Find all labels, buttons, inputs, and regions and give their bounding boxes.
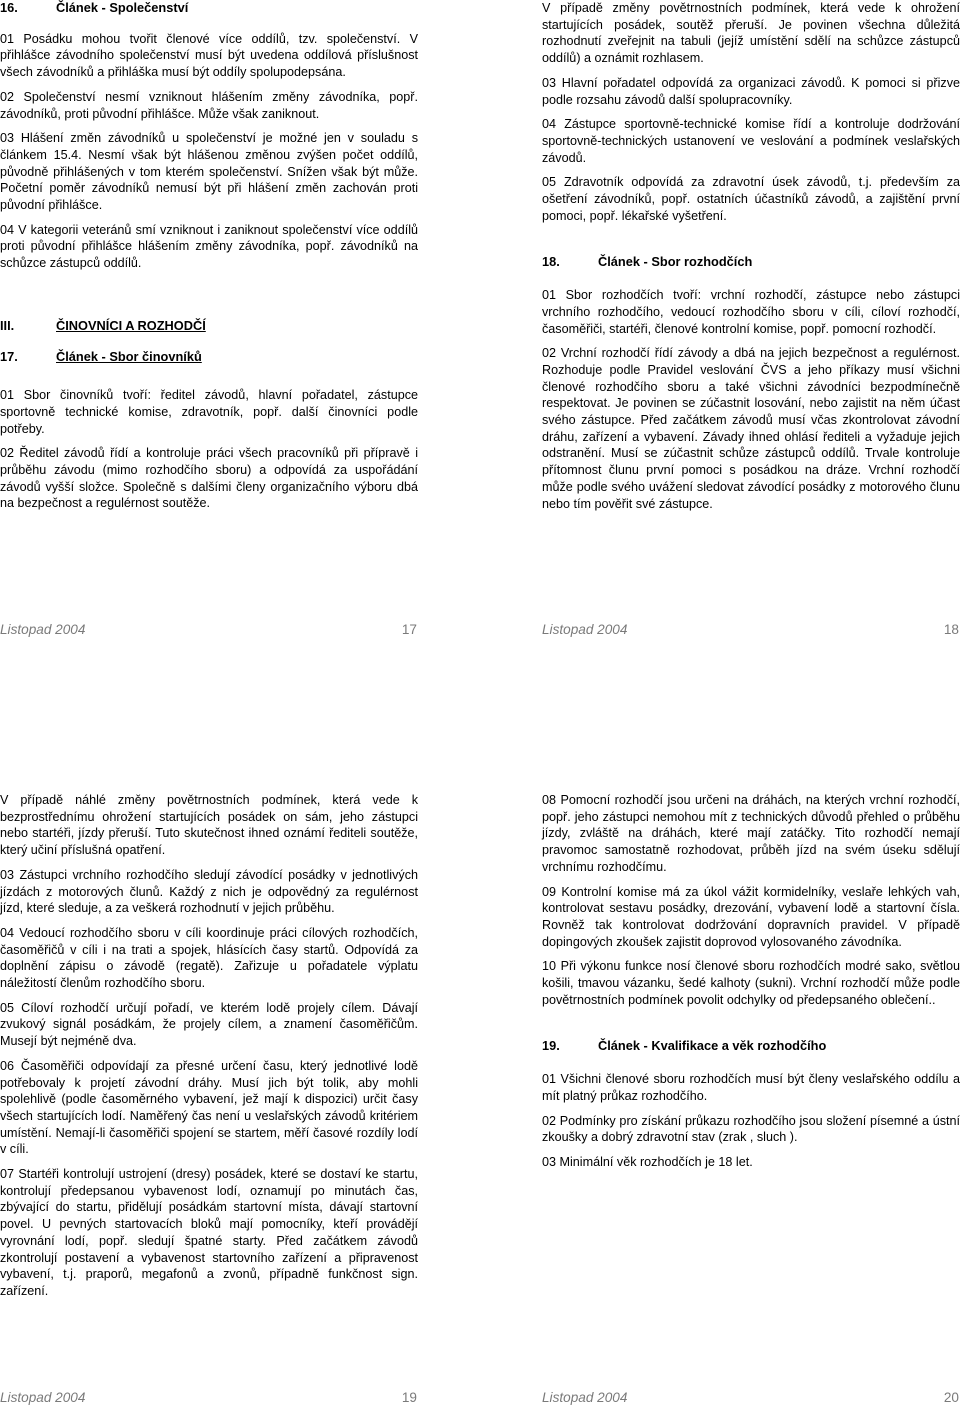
footer-date: Listopad 2004: [0, 622, 86, 637]
page-20-column: [542, 792, 960, 1179]
paragraph: 04 Vedoucí rozhodčího sboru v cíli koordinuje práci cílových rozhodčích, časoměřičů v cíli i na trati a spojek, hlásících časy startů. Odpovídá za doplnění zápisu o závodě (regatě). Zařizuje u pořadatele výplatu náležitostí členům rozhodčího sboru.: [0, 925, 418, 991]
article-17-heading: [0, 349, 418, 366]
paragraph: 01 Posádku mohou tvořit členové více oddílů, tzv. společenství. V přihlášce závodního společenství musí být uvedena oddílová příslušnost všech závodníků a přihláška musí být oddíly spolupodepsána.: [0, 31, 418, 80]
page-number: 19: [401, 1390, 417, 1405]
heading-title: Článek - Kvalifikace a věk rozhodčího: [598, 1038, 827, 1054]
heading-title: Článek - Společenství: [56, 0, 189, 15]
paragraph: 05 Cíloví rozhodčí určují pořadí, ve kterém lodě projely cílem. Dávají zvukový signál posádkám, že projely cílem, a znamení časoměřičům. Musejí být nejméně dva.: [0, 1000, 418, 1049]
heading-title: Článek - Sbor činovníků: [56, 348, 202, 364]
page-number: 17: [401, 622, 417, 637]
heading-number: 16.: [0, 0, 18, 15]
heading-number: 18.: [542, 254, 560, 270]
paragraph: 03 Hlavní pořadatel odpovídá za organizaci závodů. K pomoci si přizve podle rozsahu závodů další spolupracovníky.: [542, 75, 960, 107]
section-iii-heading: [0, 318, 418, 335]
footer-date: Listopad 2004: [542, 622, 628, 637]
paragraph: 08 Pomocní rozhodčí jsou určeni na dráhách, na kterých vrchní rozhodčí, popř. jeho zástupci nemohou mít z technických důvodů přehled o průběhu jízdy, zvláště na dráhách, které mají zatáčky. Tito rozhodčí nemají pravomoc samostatně rozhodovat, průběh jízd na svém úseku sdělují vrchnímu rozhodčímu.: [542, 793, 960, 874]
heading-number: 17.: [0, 348, 18, 364]
heading-number: 19.: [542, 1038, 560, 1054]
article-18-heading: [542, 254, 960, 271]
section-number: III.: [0, 317, 15, 333]
paragraph: 02 Vrchní rozhodčí řídí závody a dbá na jejich bezpečnost a regulérnost. Rozhoduje podle Pravidel veslování ČVS a jeho příkazy musí všichni členové rozhodčího sboru a také všichni závodníci bezpodmínečně respektovat. Je povinen se zúčastnit losování, nebo zajistit na něm účast svého zástupce. Před začátkem závodů musí včas zkontrolovat závodní dráhu, zařízení a vybavení. Závady ihned ohlásí řediteli a vyžaduje jejich odstranění. Musí se zúčastnit schůze zástupců oddílů. Trvale kontroluje přítomnost člunu první pomoci s posádkou na dráze. Vrchní rozhodčí může podle svého uvážení sledovat závodící posádky z motorového člunu nebo tím pověřit své zástupce.: [542, 346, 960, 511]
paragraph: V případě náhlé změny povětrnostních podmínek, která vede k bezprostřednímu ohrožení startujících posádek on sám, jeho zástupci nebo startéři, jízdy přeruší. Tuto skutečnost ihned oznámí řediteli soutěže, který učiní příslušná opatření.: [0, 793, 418, 858]
article-16-heading: [0, 0, 418, 17]
paragraph: 01 Sbor rozhodčích tvoří: vrchní rozhodčí, zástupce nebo zástupci vrchního rozhodčího, vedoucí rozhodčího sboru v cíli, cíloví rozhodčí, časoměřiči, startéři, členové kontrolní komise, popř. pomocní rozhodčí.: [542, 288, 960, 336]
page-18-column: [542, 0, 960, 520]
paragraph: 03 Zástupci vrchního rozhodčího sledují závodící posádky v jednotlivých jízdách z motorových člunů. Každý z nich je odpovědný za regulérnost jízd, které sleduje, a za veškerá rozhodnutí v jejich průběhu.: [0, 867, 418, 916]
paragraph: 06 Časoměřiči odpovídají za přesné určení času, který jednotlivé lodě potřebovaly k projetí závodní dráhy. Musí jich být tolik, aby mohli spolehlivě (podle časoměrného vybavení, jež mají k dispozici) určit časy všech startujících lodí. Naměřený čas není u veslařských závodů kritériem umístění. Nemají-li časoměřiči spojení se startem, měří časové rozdíly lodí v cíli.: [0, 1058, 418, 1157]
paragraph: 03 Hlášení změn závodníků u společenství je možné jen v souladu s článkem 15.4. Nesmí však být hlášenou změnou zvýšen počet oddílů, původně přihlášených v tom kterém společenství. Snížen však být může. Početní poměr závodníků nemusí být při hlášení změn zachován proti původní přihlášce.: [0, 131, 418, 213]
footer-date: Listopad 2004: [0, 1390, 86, 1405]
paragraph: 09 Kontrolní komise má za úkol vážit kormidelníky, veslaře lehkých vah, kontrolovat sestavu posádky, drezování, vybavení lodě a startovní čísla. Rovněž tak kontrolovat dodržování dopravních pravidel. V případě dopingových zkoušek zajistit doprovod vylosovaného závodníka.: [542, 884, 960, 949]
paragraph: 01 Sbor činovníků tvoří: ředitel závodů, hlavní pořadatel, zástupce sportovně technické komise, zdravotník, popř. další činovníci podle potřeby.: [0, 388, 418, 436]
page-number: 18: [943, 622, 959, 637]
section-title: ČINOVNÍCI A ROZHODČÍ: [56, 317, 206, 333]
paragraph: 04 V kategorii veteránů smí vzniknout i zaniknout společenství více oddílů proti původní přihlášce hlášením změny závodníka, popř. závodníků na schůzce zástupců oddílů.: [0, 222, 418, 271]
page-number: 20: [943, 1390, 959, 1405]
paragraph: 05 Zdravotník odpovídá za zdravotní úsek závodů, t.j. především za ošetření závodníků, popř. ostatních účastníků závodů, a zajištění první pomoci, popř. lékařské vyšetření.: [542, 175, 960, 223]
paragraph: 02 Podmínky pro získání průkazu rozhodčího jsou složení písemné a ústní zkoušky a dobrý zdravotní stav (zrak , sluch ).: [542, 1113, 960, 1145]
article-19-heading: [542, 1038, 960, 1055]
paragraph: 03 Minimální věk rozhodčích je 18 let.: [542, 1154, 753, 1169]
page-19-column: [0, 792, 418, 1308]
page-17-column: [0, 0, 418, 520]
paragraph: 04 Zástupce sportovně-technické komise řídí a kontroluje dodržování sportovně-technických ustanovení ve veslování a podmínek veslařských závodů.: [542, 117, 960, 165]
paragraph: 02 Ředitel závodů řídí a kontroluje práci všech pracovníků při přípravě i průběhu závodu (mimo rozhodčího sboru) a odpovídá za uspořádání závodů vyšší složce. Společně s dalšími členy organizačního výboru dbá na bezpečnost a regulérnost soutěže.: [0, 446, 418, 511]
paragraph: 02 Společenství nesmí vzniknout hlášením změny závodníka, popř. závodníků, proti původní přihlášce. Může však zaniknout.: [0, 89, 418, 121]
footer-date: Listopad 2004: [542, 1390, 628, 1405]
paragraph: V případě změny povětrnostních podmínek, která vede k ohrožení startujících posádek, soutěž přeruší. Je povinen všechna důležitá rozhodnutí zveřejnit na tabuli (jejíž umístění sdělí na schůzce zástupců oddílů) a oznámit rozhlasem.: [542, 1, 960, 66]
paragraph: 01 Všichni členové sboru rozhodčích musí být členy veslařského oddílu a mít platný průkaz rozhodčího.: [542, 1072, 960, 1103]
paragraph: 07 Startéři kontrolují ustrojení (dresy) posádek, které se dostaví ke startu, kontrolují předepsanou vybavenost lodí, oznamují po minutách čas, zbývající do startu, přidělují posádkám startovní místa, dávají startovní povel. U pevných startovacích bloků mají pomocníky, kteří provádějí vyrovnání lodí, popř. sledují špatné starty. Před začátkem závodů zkontrolují postavení a vybavenost startovního zařízení a připravenost vybavení, t.j. praporů, megafonů a zvonů, případně funkčnost sign. zařízení.: [0, 1167, 418, 1298]
heading-title: Článek - Sbor rozhodčích: [598, 254, 753, 270]
paragraph: 10 Při výkonu funkce nosí členové sboru rozhodčích modré sako, světlou košili, tmavou vázanku, šedé kalhoty (sukni). Vrchní rozhodčí může podle povětrnostních podmínek povolit odchylky od předepsaného oblečení..: [542, 959, 960, 1007]
